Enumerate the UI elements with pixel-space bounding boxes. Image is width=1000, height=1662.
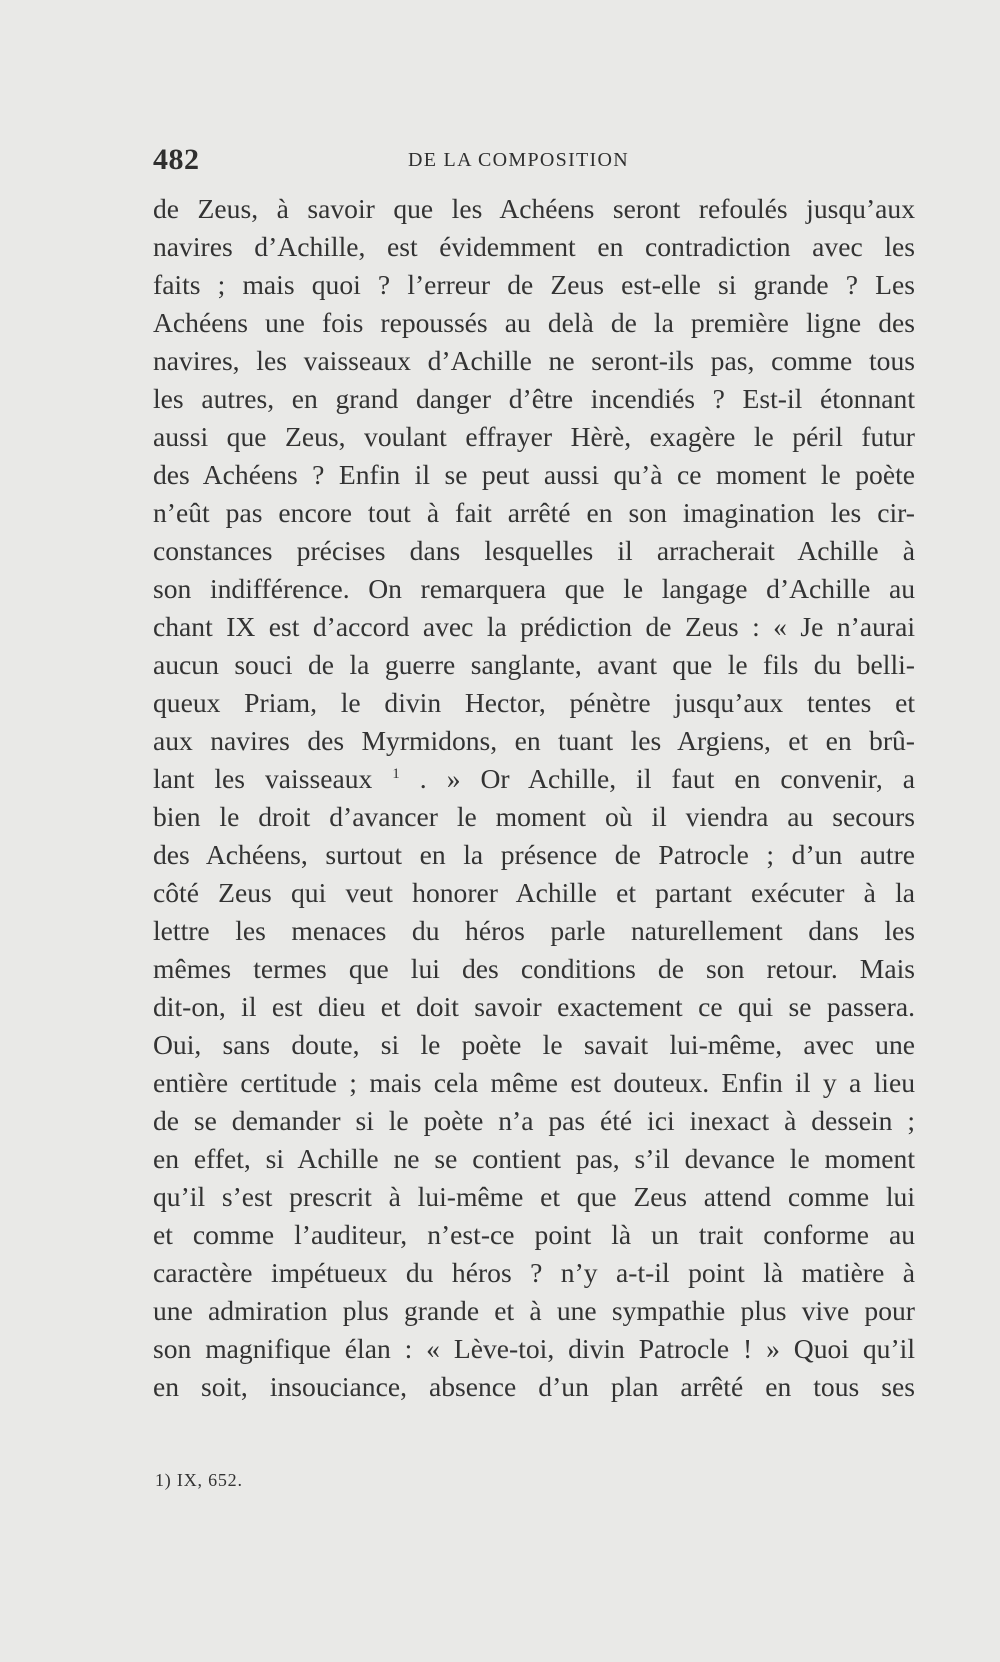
text-line: des Achéens ? Enfin il se peut aussi qu’à ce moment le poète xyxy=(153,459,915,490)
text-line: navires, les vaisseaux d’Achille ne seront-ils pas, comme tous xyxy=(153,345,915,376)
text-line: Achéens une fois repoussés au delà de la première ligne des xyxy=(153,307,915,338)
text-line: en soit, insouciance, absence d’un plan arrêté en tous ses xyxy=(153,1371,915,1402)
page-number: 482 xyxy=(153,143,200,176)
text-line: faits ; mais quoi ? l’erreur de Zeus est-elle si grande ? Les xyxy=(153,269,915,300)
footnote: 1) IX, 652. xyxy=(155,1470,243,1490)
text-line: aucun souci de la guerre sanglante, avant que le fils du belli- xyxy=(153,649,915,680)
text-line: Oui, sans doute, si le poète le savait lui-même, avec une xyxy=(153,1029,915,1060)
text-line-end: . » Or Achille, il faut en convenir, a xyxy=(419,763,915,794)
text-line: n’eût pas encore tout à fait arrêté en son imagination les cir- xyxy=(153,497,915,528)
text-line: de se demander si le poète n’a pas été ici inexact à dessein ; xyxy=(153,1105,915,1136)
text-line: et comme l’auditeur, n’est-ce point là un trait conforme au xyxy=(153,1219,915,1250)
body-text xyxy=(153,190,915,1406)
text-line: queux Priam, le divin Hector, pénètre jusqu’aux tentes et xyxy=(153,687,915,718)
text-line: bien le droit d’avancer le moment où il viendra au secours xyxy=(153,801,915,832)
text-line: navires d’Achille, est évidemment en contradiction avec les xyxy=(153,231,915,262)
running-head: DE LA COMPOSITION xyxy=(408,149,629,171)
text-line: lettre les menaces du héros parle naturellement dans les xyxy=(153,915,915,946)
text-line: mêmes termes que lui des conditions de son retour. Mais xyxy=(153,953,915,984)
text-line: son indifférence. On remarquera que le langage d’Achille au xyxy=(153,573,915,604)
text-line: une admiration plus grande et à une sympathie plus vive pour xyxy=(153,1295,915,1326)
text-line: qu’il s’est prescrit à lui-même et que Zeus attend comme lui xyxy=(153,1181,915,1212)
text-line: côté Zeus qui veut honorer Achille et partant exécuter à la xyxy=(153,877,915,908)
text-line: chant IX est d’accord avec la prédiction de Zeus : « Je n’aurai xyxy=(153,611,915,642)
text-line: des Achéens, surtout en la présence de Patrocle ; d’un autre xyxy=(153,839,915,870)
text-line: de Zeus, à savoir que les Achéens seront refoulés jusqu’aux xyxy=(153,193,915,224)
text-line: constances précises dans lesquelles il arracherait Achille à xyxy=(153,535,915,566)
page-header xyxy=(153,143,915,175)
text-line: en effet, si Achille ne se contient pas, s’il devance le moment xyxy=(153,1143,915,1174)
text-line: les autres, en grand danger d’être incendiés ? Est-il étonnant xyxy=(153,383,915,414)
text-line: son magnifique élan : « Lève-toi, divin Patrocle ! » Quoi qu’il xyxy=(153,1333,915,1364)
text-line-start: lant les vaisseaux xyxy=(153,763,373,794)
text-line: caractère impétueux du héros ? n’y a-t-il point là matière à xyxy=(153,1257,915,1288)
text-line-footnote-ref xyxy=(153,760,915,798)
text-line: aux navires des Myrmidons, en tuant les Argiens, et en brû- xyxy=(153,725,915,756)
text-line: entière certitude ; mais cela même est douteux. Enfin il y a lieu xyxy=(153,1067,915,1098)
footnote-reference: 1 xyxy=(392,765,400,782)
text-line: dit-on, il est dieu et doit savoir exactement ce qui se passera. xyxy=(153,991,915,1022)
text-line: aussi que Zeus, voulant effrayer Hèrè, exagère le péril futur xyxy=(153,421,915,452)
